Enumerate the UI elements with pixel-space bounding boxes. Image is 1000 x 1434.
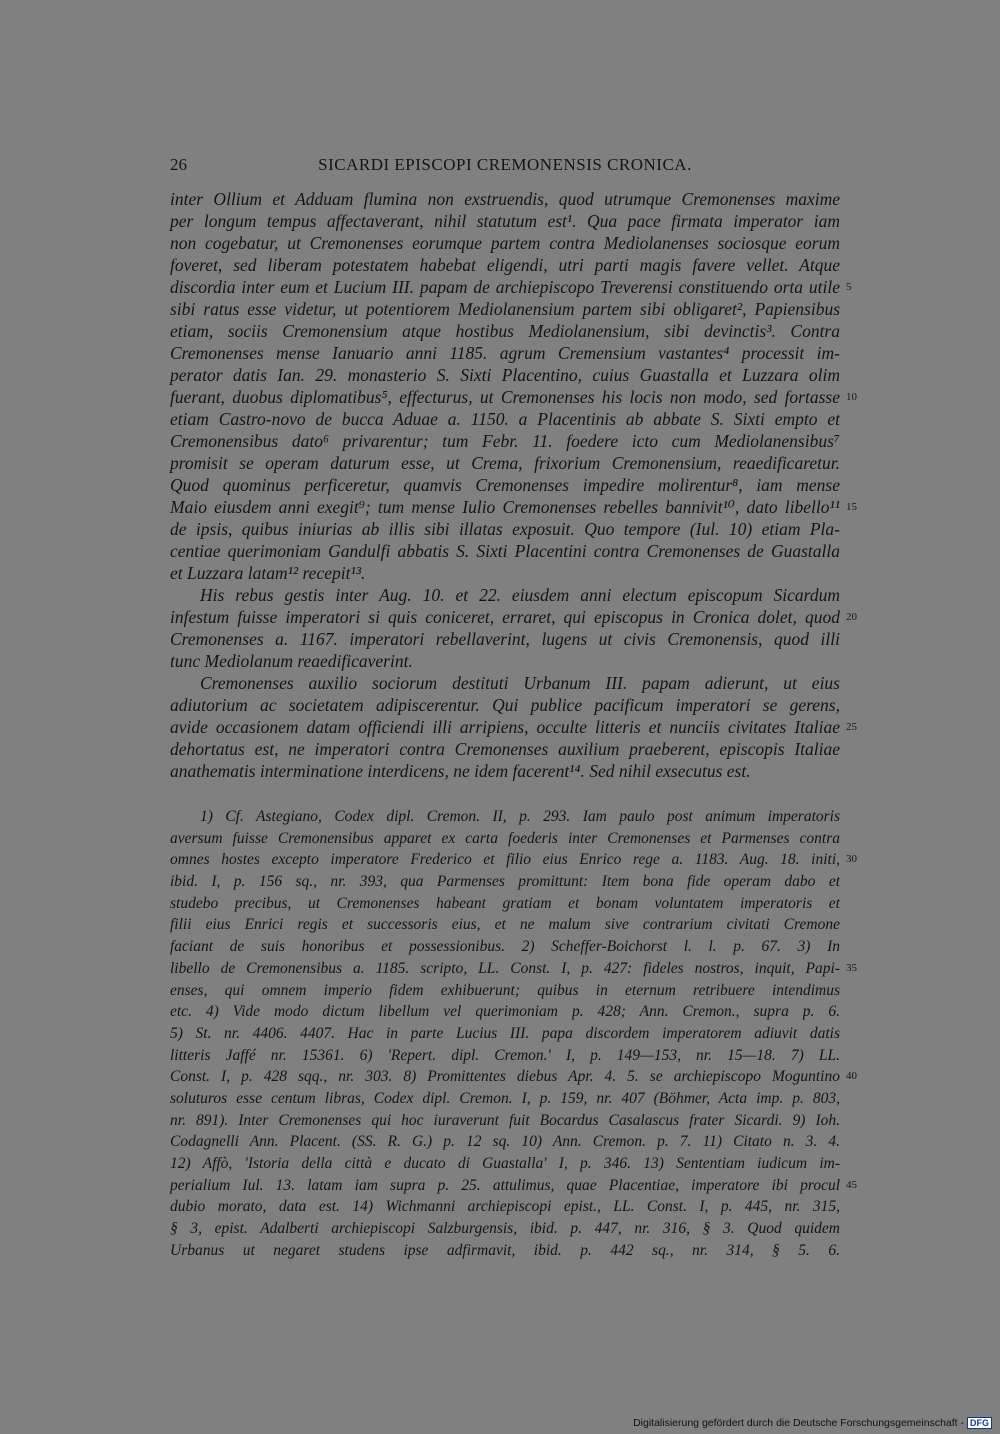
line-text: perator datis Ian. 29. monasterio S. Sixti Placentino, cuius Guastalla et Luzzara olim: [170, 365, 840, 385]
line-number: 35: [846, 961, 857, 974]
footnote-line: [170, 1153, 840, 1175]
line-text: sibi ratus esse videtur, ut potentiorem Mediolanensium partem sibi obligaret², Papiensibus: [170, 299, 840, 319]
footnotes: [170, 806, 857, 1261]
text-line: [170, 738, 840, 760]
line-text: et Luzzara latam¹² recepit¹³.: [170, 563, 366, 583]
footnote-line: [170, 980, 840, 1002]
footer: [633, 1417, 992, 1429]
footnote-line: [170, 828, 840, 850]
line-text: etiam Castro-novo de bucca Aduae a. 1150. a Placentinis ab abbate S. Sixti empto et: [170, 409, 840, 429]
line-text: soluturos esse centum libras, Codex dipl. Cremon. I, p. 159, nr. 407 (Böhmer, Acta imp. p. 803,: [170, 1089, 840, 1107]
line-text: aversum fuisse Cremonensibus apparet ex carta foederis inter Cremonenses et Parmenses contra: [170, 829, 840, 847]
line-text: Cremonenses mense Ianuario anni 1185. agrum Cremensium vastantes⁴ processit im-: [170, 343, 840, 363]
line-text: studebo precibus, ut Cremonenses habeant gratiam et bonam voluntatem imperatoris et: [170, 894, 840, 912]
footnote-line: [170, 1131, 840, 1153]
line-text: Const. I, p. 428 sqq., nr. 303. 8) Promittentes diebus Apr. 4. 5. se archiepiscopo Moguntino: [170, 1068, 840, 1086]
text-line: [170, 760, 840, 782]
text-line: [170, 694, 840, 716]
text-line: [170, 650, 840, 672]
footnote-line: [170, 849, 857, 871]
line-text: nr. 891). Inter Cremonenses qui hoc iuraverunt fuit Bocardus Casalascus frater Sicardi. 9) Ioh.: [170, 1111, 840, 1129]
line-number: 5: [846, 281, 852, 293]
line-text: foveret, sed liberam potestatem habebat eligendi, utri parti magis favere vellet. Atque: [170, 255, 840, 275]
text-line: [170, 672, 840, 694]
text-line: [170, 276, 852, 298]
line-text: perialium Iul. 13. latam iam supra p. 25. attulimus, quae Placentiae, imperatore ibi procul: [170, 1176, 840, 1194]
line-text: enses, qui omnem imperio fidem exhibuerunt; quibus in eternum retribuere intendimus: [170, 981, 840, 999]
footnote-line: [170, 1088, 840, 1110]
footnote-line: [170, 1045, 840, 1067]
line-number: 30: [846, 853, 857, 866]
line-text: 12) Affò, 'Istoria della città e ducato di Guastalla' I, p. 346. 13) Sententiam iudicum im-: [170, 1155, 840, 1172]
line-text: His rebus gestis inter Aug. 10. et 22. eiusdem anni electum episcopum Sicardum: [200, 585, 840, 605]
line-text: Cremonenses auxilio sociorum destituti Urbanum III. papam adierunt, ut eius: [200, 673, 840, 693]
line-text: Cremonenses a. 1167. imperatori rebellaverint, lugens ut civis Cremonensis, quod illi: [170, 629, 840, 649]
line-text: omnes hostes excepto imperatore Frederico et filio eius Enrico rege a. 1183. Aug. 18. initi,: [170, 851, 840, 869]
text-line: [170, 452, 840, 474]
text-line: [170, 474, 840, 496]
footnote-line: [170, 1175, 857, 1197]
running-title: SICARDI EPISCOPI CREMONENSIS CRONICA.: [318, 155, 692, 174]
dfg-logo: DFG: [967, 1417, 992, 1429]
line-text: 5) St. nr. 4406. 4407. Hac in parte Lucius III. papa discordem imperatorem adiuvit datis: [170, 1024, 840, 1042]
text-line: [170, 518, 840, 540]
line-text: dehortatus est, ne imperatori contra Cremonenses auxilium praeberent, episcopis Italiae: [170, 739, 840, 759]
footnote-line: [170, 1110, 840, 1132]
text-line: [170, 364, 840, 386]
text-line: [170, 386, 857, 408]
text-line: [170, 188, 840, 210]
text-line: [170, 540, 840, 562]
line-text: promisit se operam daturum esse, ut Crema, frixorium Cremonensium, reaedificaretur.: [170, 453, 840, 473]
footnote-line: [170, 936, 840, 958]
footnote-line: [170, 1066, 857, 1088]
line-text: tunc Mediolanum reaedificaverint.: [170, 651, 413, 671]
line-text: per longum tempus affectaverant, nihil statutum est¹. Qua pace firmata imperator iam: [170, 211, 840, 231]
line-text: § 3, epist. Adalberti archiepiscopi Salzburgensis, ibid. p. 447, nr. 316, § 3. Quod quidem: [170, 1220, 840, 1238]
footnote-line: [170, 914, 840, 936]
line-text: adiutorium ac societatem adipiscerentur. Qui publice pacificum imperatori se gerens,: [170, 695, 840, 715]
footnote-line: [170, 893, 840, 915]
line-text: Codagnelli Ann. Placent. (SS. R. G.) p. 12 sq. 10) Ann. Cremon. p. 7. 11) Citato n. 3. 4.: [170, 1133, 840, 1151]
text-line: [170, 254, 840, 276]
text-line: [170, 716, 857, 738]
footnote-line: [170, 1240, 840, 1262]
page-number: 26: [170, 155, 187, 174]
line-text: Urbanus ut negaret studens ipse adfirmavit, ibid. p. 442 sq., nr. 314, § 5. 6.: [170, 1241, 840, 1259]
footnote-line: [170, 958, 857, 980]
line-number: 15: [846, 501, 857, 513]
footer-credit: Digitalisierung gefördert durch die Deutsche Forschungsgemeinschaft -: [633, 1417, 964, 1429]
footnote-line: [170, 1001, 840, 1023]
text-line: [170, 232, 840, 254]
text-line: [170, 430, 840, 452]
text-line: [170, 342, 840, 364]
line-text: dubio morato, data est. 14) Wichmanni archiepiscopi epist., LL. Const. I, p. 445, nr. 315,: [170, 1198, 840, 1216]
line-text: libello de Cremonensibus a. 1185. scripto, LL. Const. I, p. 427: fideles nostros, inquit, Papi-: [170, 959, 840, 977]
footnote-line: [170, 1023, 840, 1045]
line-text: de ipsis, quibus iniurias ab illis sibi illatas exposuit. Quo tempore (Iul. 10) etiam Pla-: [170, 519, 840, 539]
line-number: 40: [846, 1070, 857, 1083]
text-line: [170, 320, 840, 342]
footnote-line: [170, 1196, 840, 1218]
line-text: avide occasionem datam officiendi illi arripiens, occulte litteris et nunciis civitates Italiae: [170, 717, 840, 737]
line-text: inter Ollium et Adduam flumina non exstruendis, quod utrumque Cremonenses maxime: [170, 189, 840, 209]
text-line: [170, 628, 840, 650]
line-text: Maio eiusdem anni exegit⁹; tum mense Iulio Cremonenses rebelles bannivit¹⁰, dato libello¹¹: [170, 497, 840, 517]
page-header: [170, 155, 840, 179]
line-text: litteris Jaffé nr. 15361. 6) 'Repert. dipl. Cremon.' I, p. 149—153, nr. 15—18. 7) LL.: [170, 1046, 840, 1064]
line-text: ibid. I, p. 156 sq., nr. 393, qua Parmenses promittunt: Item bona fide operam dabo et: [170, 873, 840, 891]
footnote-line: [170, 871, 840, 893]
line-text: 1) Cf. Astegiano, Codex dipl. Cremon. II, p. 293. Iam paulo post animum imperatoris: [200, 808, 840, 825]
line-text: etiam, sociis Cremonensium atque hostibus Mediolanensium, sibi devinctis³. Contra: [170, 321, 840, 341]
line-number: 20: [846, 611, 857, 623]
line-text: anathematis interminatione interdicens, ne idem facerent¹⁴. Sed nihil exsecutus est.: [170, 761, 751, 781]
line-text: faciant de suis honoribus et possessionibus. 2) Scheffer-Boichorst l. l. p. 67. 3) In: [170, 938, 840, 956]
footnote-line: [170, 806, 840, 828]
text-line: [170, 210, 840, 232]
text-line: [170, 584, 840, 606]
line-text: filii eius Enrici regis et successoris eius, et ne malum sive contrarium civitati Cremone: [170, 916, 840, 934]
text-line: [170, 606, 857, 628]
text-line: [170, 562, 840, 584]
text-line: [170, 496, 857, 518]
line-number: 25: [846, 721, 857, 733]
line-text: Cremonensibus dato⁶ privarentur; tum Febr. 11. foedere icto cum Mediolanensibus⁷: [170, 431, 840, 451]
footnote-line: [170, 1218, 840, 1240]
line-number: 45: [846, 1178, 857, 1191]
text-line: [170, 408, 840, 430]
line-text: fuerant, duobus diplomatibus⁵, effecturus, ut Cremonenses his locis non modo, sed fortasse: [170, 387, 840, 407]
line-number: 10: [846, 391, 857, 403]
line-text: discordia inter eum et Lucium III. papam de archiepiscopo Treverensi constituendo orta utile: [170, 277, 840, 297]
main-text: [170, 188, 857, 782]
line-text: centiae querimoniam Gandulfi abbatis S. Sixti Placentini contra Cremonenses de Guastalla: [170, 541, 840, 561]
line-text: infestum fuisse imperatori si quis coniceret, erraret, qui episcopus in Cronica dolet, quod: [170, 607, 840, 627]
line-text: non cogebatur, ut Cremonenses eorumque partem contra Mediolanenses sociosque eorum: [170, 233, 840, 253]
text-line: [170, 298, 840, 320]
line-text: etc. 4) Vide modo dictum libellum vel querimoniam p. 428; Ann. Cremon., supra p. 6.: [170, 1003, 840, 1021]
line-text: Quod quominus perficeretur, quamvis Cremonenses impedire molirentur⁸, iam mense: [170, 475, 840, 495]
